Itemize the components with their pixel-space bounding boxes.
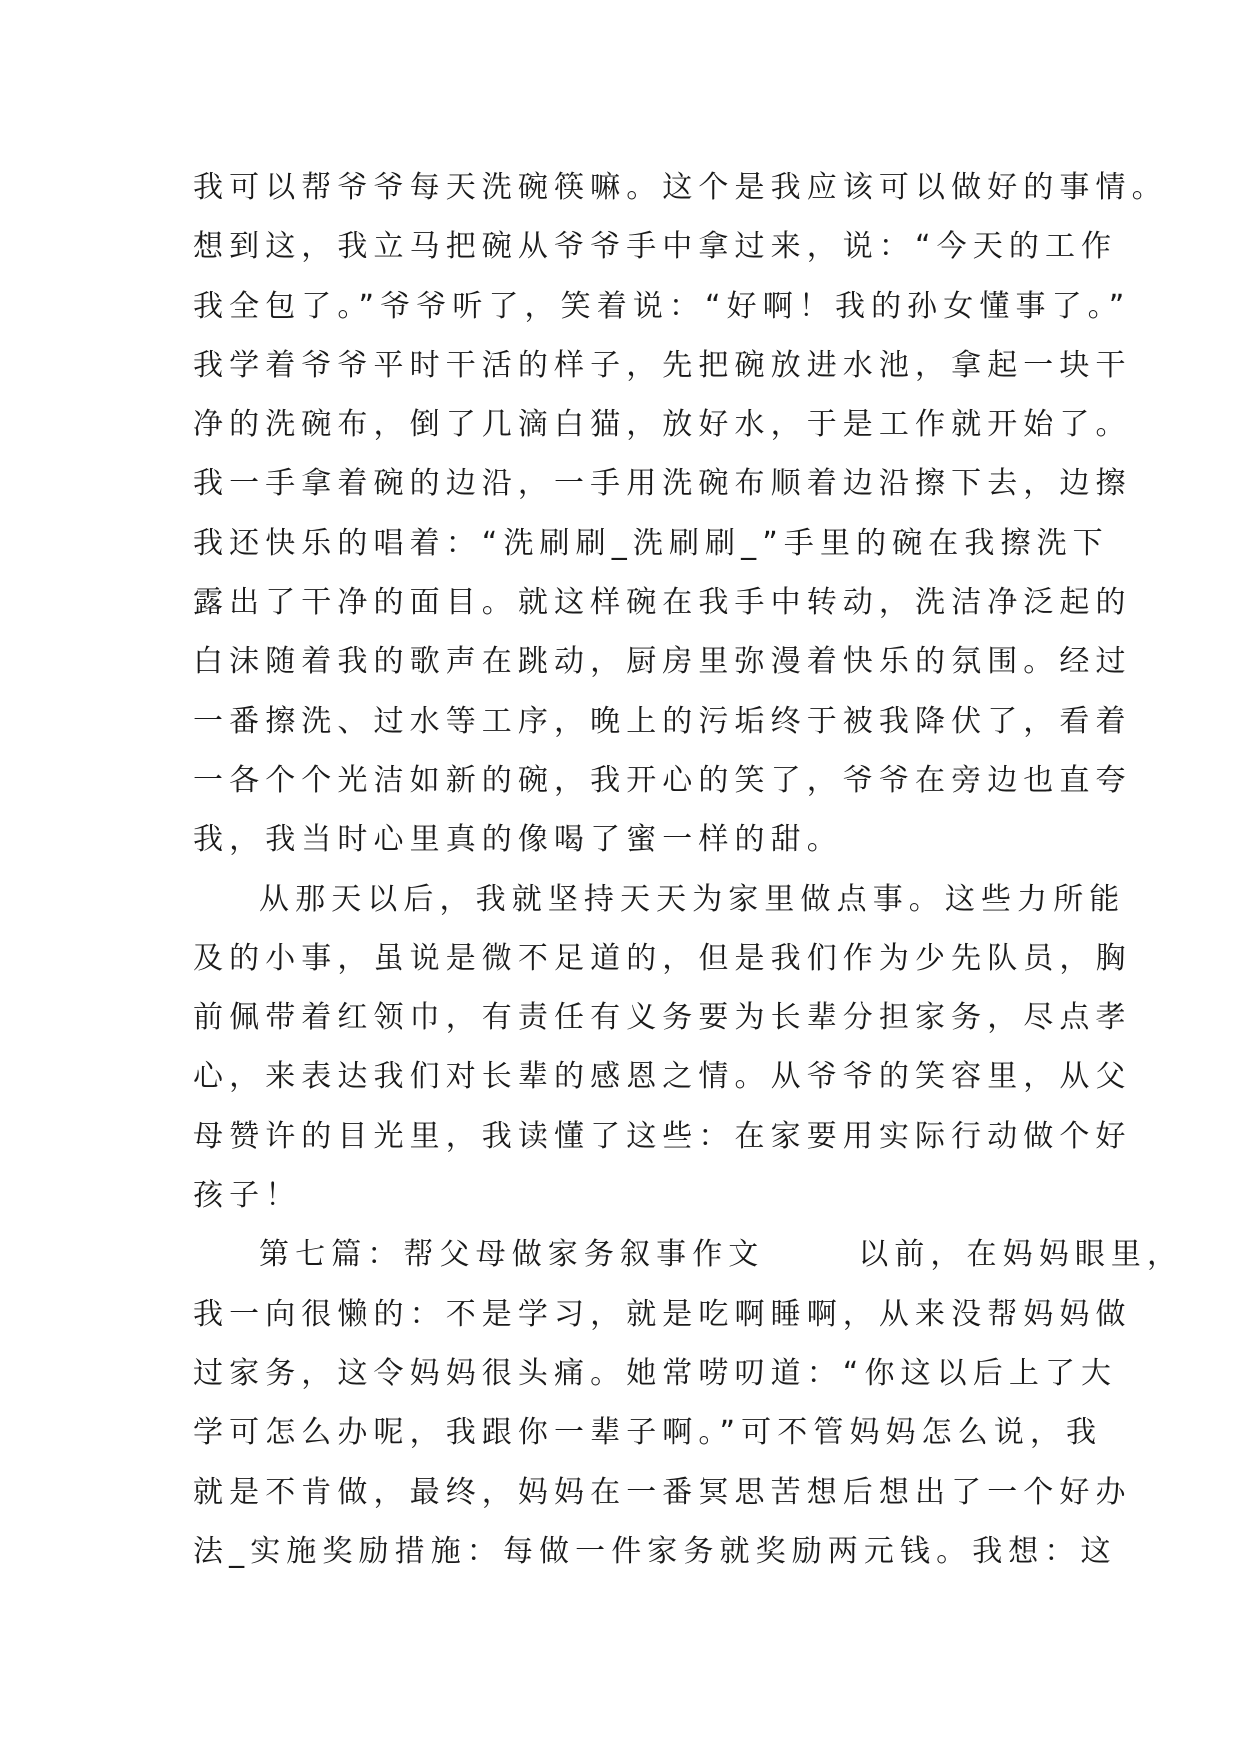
text-line: 想到这，我立马把碗从爷爷手中拿过来，说：“今天的工作 bbox=[193, 229, 1118, 265]
text-line: 露出了干净的面目。就这样碗在我手中转动，洗洁净泛起的 bbox=[193, 585, 1132, 621]
text-line: 我一手拿着碗的边沿，一手用洗碗布顺着边沿擦下去，边擦 bbox=[193, 466, 1132, 502]
text-line: 母赞许的目光里，我读懂了这些：在家要用实际行动做个好 bbox=[193, 1118, 1132, 1154]
text-line: 我学着爷爷平时干活的样子，先把碗放进水池，拿起一块干 bbox=[193, 347, 1132, 383]
text-line: 我还快乐的唱着：“洗刷刷_洗刷刷_”手里的碗在我擦洗下 bbox=[193, 525, 1109, 561]
text-line: 就是不肯做，最终，妈妈在一番冥思苦想后想出了一个好办 bbox=[193, 1474, 1132, 1510]
text-line: 心，来表达我们对长辈的感恩之情。从爷爷的笑容里，从父 bbox=[193, 1059, 1132, 1095]
body-text bbox=[193, 158, 1184, 1581]
text-line: 净的洗碗布，倒了几滴白猫，放好水，于是工作就开始了。 bbox=[193, 407, 1132, 443]
text-line: 法_实施奖励措施：每做一件家务就奖励两元钱。我想：这 bbox=[193, 1533, 1117, 1569]
text-line: 过家务，这令妈妈很头痛。她常唠叨道：“你这以后上了大 bbox=[193, 1355, 1118, 1391]
text-line: 一番擦洗、过水等工序，晚上的污垢终于被我降伏了，看着 bbox=[193, 703, 1132, 739]
text-line: 我一向很懒的：不是学习，就是吃啊睡啊，从来没帮妈妈做 bbox=[193, 1296, 1132, 1332]
text-line: 学可怎么办呢，我跟你一辈子啊。”可不管妈妈怎么说，我 bbox=[193, 1415, 1103, 1451]
text-line: 白沫随着我的歌声在跳动，厨房里弥漫着快乐的氛围。经过 bbox=[193, 644, 1132, 680]
text-line: 我全包了。”爷爷听了，笑着说：“好啊！我的孙女懂事了。” bbox=[193, 288, 1131, 324]
text-line: 我，我当时心里真的像喝了蜜一样的甜。 bbox=[193, 822, 843, 858]
text-line: 前佩带着红领巾，有责任有义务要为长辈分担家务，尽点孝 bbox=[193, 1000, 1132, 1036]
text-line: 孩子！ bbox=[193, 1178, 302, 1214]
text-line: 一各个个光洁如新的碗，我开心的笑了，爷爷在旁边也直夸 bbox=[193, 762, 1132, 798]
paragraph-start-line: 从那天以后，我就坚持天天为家里做点事。这些力所能 bbox=[259, 881, 1126, 917]
text-line: 我可以帮爷爷每天洗碗筷嘛。这个是我应该可以做好的事情。 bbox=[193, 170, 1168, 205]
text-line: 及的小事，虽说是微不足道的，但是我们作为少先队员，胸 bbox=[193, 940, 1132, 976]
chapter-heading-line: 第七篇：帮父母做家务叙事作文 以前，在妈妈眼里， bbox=[259, 1237, 1184, 1273]
